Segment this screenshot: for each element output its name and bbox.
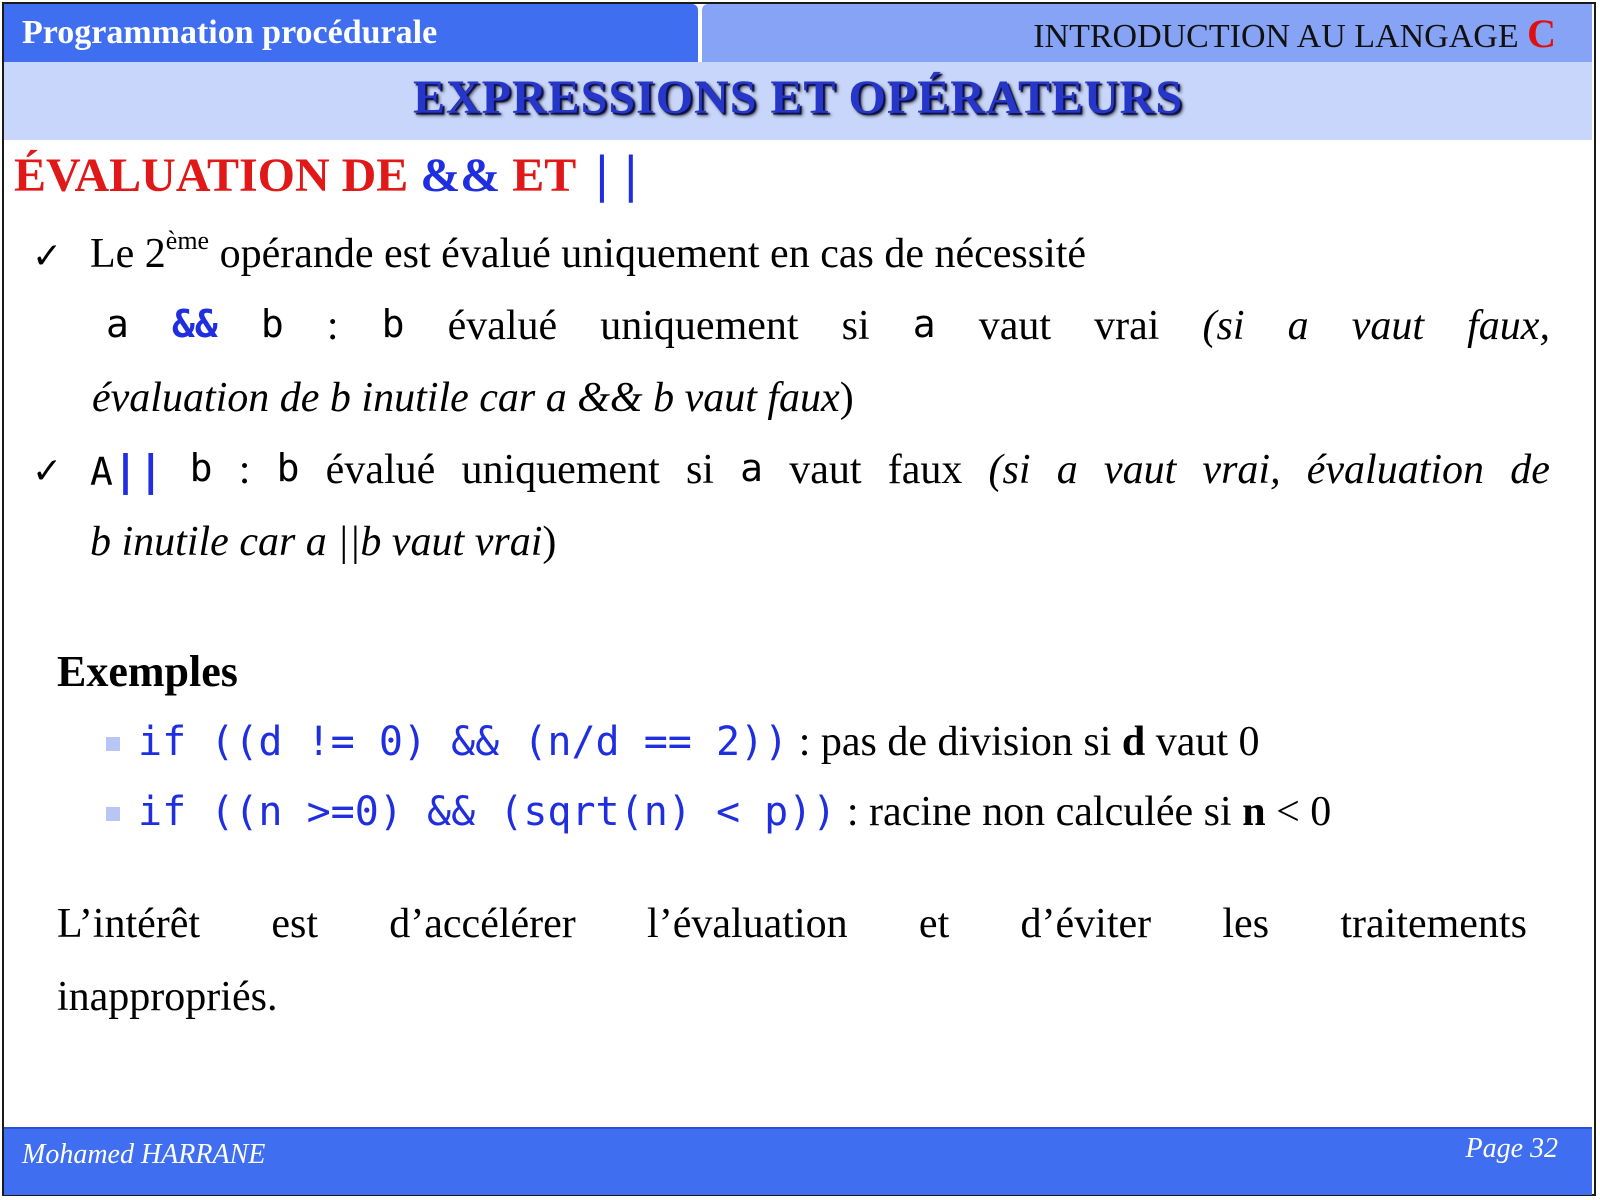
section-heading xyxy=(14,147,645,203)
square-bullet-icon xyxy=(106,807,120,821)
course-header xyxy=(4,4,698,62)
example-desc: < 0 xyxy=(1265,789,1332,835)
example-desc: : pas de division si xyxy=(788,719,1122,765)
word: est xyxy=(271,901,318,947)
chapter-letter: C xyxy=(1527,11,1556,56)
example-var: n xyxy=(1242,789,1266,835)
word: si xyxy=(685,447,714,493)
slide-title: EXPRESSIONS ET OPÉRATEURS xyxy=(412,71,1184,124)
word: vaut xyxy=(978,303,1052,349)
bullet2-line1 xyxy=(90,446,1550,496)
bullet1-line2 xyxy=(106,302,1550,350)
word: a xyxy=(740,446,764,490)
example-var: d xyxy=(1121,719,1146,765)
word: d’accélérer xyxy=(389,901,576,947)
bullet1-close: ) xyxy=(839,375,854,421)
bullet1-text-a: Le 2 xyxy=(90,231,166,277)
word: si xyxy=(841,303,870,349)
square-bullet-icon xyxy=(106,737,120,751)
word: de xyxy=(1510,447,1550,493)
word: vaut xyxy=(789,447,862,493)
page-number: Page 32 xyxy=(1465,1133,1558,1164)
word: a xyxy=(912,302,936,346)
bullet1-line1 xyxy=(90,226,1087,278)
word: uniquement xyxy=(461,447,660,493)
bullet1-line3 xyxy=(92,374,854,422)
word: b xyxy=(381,302,405,346)
word: A|| xyxy=(90,446,164,495)
word: L’intérêt xyxy=(57,901,201,947)
example-code: if ((d != 0) && (n/d == 2)) xyxy=(138,719,789,765)
title-band xyxy=(4,62,1592,140)
bullet2-close: ) xyxy=(542,519,557,565)
word: a xyxy=(1056,447,1078,493)
word: (si xyxy=(1202,303,1245,349)
bullet1-text-b: opérande est évalué uniquement en cas de nécessité xyxy=(209,231,1087,277)
word: b xyxy=(189,446,213,490)
word: b xyxy=(260,302,284,346)
word: : xyxy=(326,303,339,349)
checkmark-icon: ✓ xyxy=(32,451,63,492)
word: les xyxy=(1222,901,1270,947)
word: vrai xyxy=(1094,303,1160,349)
word: b xyxy=(276,446,300,490)
bullet2-line2 xyxy=(90,518,556,566)
checkmark-icon: ✓ xyxy=(32,236,63,277)
word: uniquement xyxy=(600,303,799,349)
word: traitements xyxy=(1340,901,1527,947)
word: et xyxy=(918,901,950,947)
bullet1-sup: ème xyxy=(165,226,210,255)
author-name: Mohamed HARRANE xyxy=(22,1139,266,1170)
section-op-or: || xyxy=(587,147,646,203)
word: : xyxy=(238,447,251,493)
conclusion-line2: inappropriés. xyxy=(57,974,278,1020)
section-word-et: ET xyxy=(500,149,588,202)
word: (si xyxy=(988,447,1031,493)
word: a xyxy=(106,302,129,346)
word: faux xyxy=(887,447,963,493)
word: faux, xyxy=(1467,303,1550,349)
word: évalué xyxy=(447,303,558,349)
word: a xyxy=(1287,303,1309,349)
word: évaluation xyxy=(1306,447,1485,493)
course-title: Programmation procédurale xyxy=(22,14,438,51)
word: évalué xyxy=(325,447,436,493)
word: l’évaluation xyxy=(647,901,848,947)
section-op-and: && xyxy=(420,149,501,202)
word: vrai, xyxy=(1202,447,1281,493)
example-desc: : racine non calculée si xyxy=(836,789,1243,835)
word: d’éviter xyxy=(1020,901,1152,947)
bullet2-italic: b inutile car a ||b vaut vrai xyxy=(90,519,543,565)
word: vaut xyxy=(1351,303,1425,349)
word: && xyxy=(171,302,218,346)
example-code: if ((n >=0) && (sqrt(n) < p)) xyxy=(138,789,837,835)
example-desc: vaut 0 xyxy=(1145,719,1260,765)
word: vaut xyxy=(1103,447,1177,493)
examples-title: Exemples xyxy=(57,647,238,696)
footer-bar xyxy=(4,1127,1592,1195)
chapter-header xyxy=(702,4,1592,62)
example-1 xyxy=(138,718,1260,766)
chapter-title: INTRODUCTION AU LANGAGE xyxy=(1033,18,1528,55)
bullet1-italic: évaluation de b inutile car a && b vaut faux xyxy=(92,375,840,421)
conclusion-line1 xyxy=(57,900,1527,948)
section-prefix: ÉVALUATION DE xyxy=(14,149,421,202)
example-2 xyxy=(138,788,1331,836)
